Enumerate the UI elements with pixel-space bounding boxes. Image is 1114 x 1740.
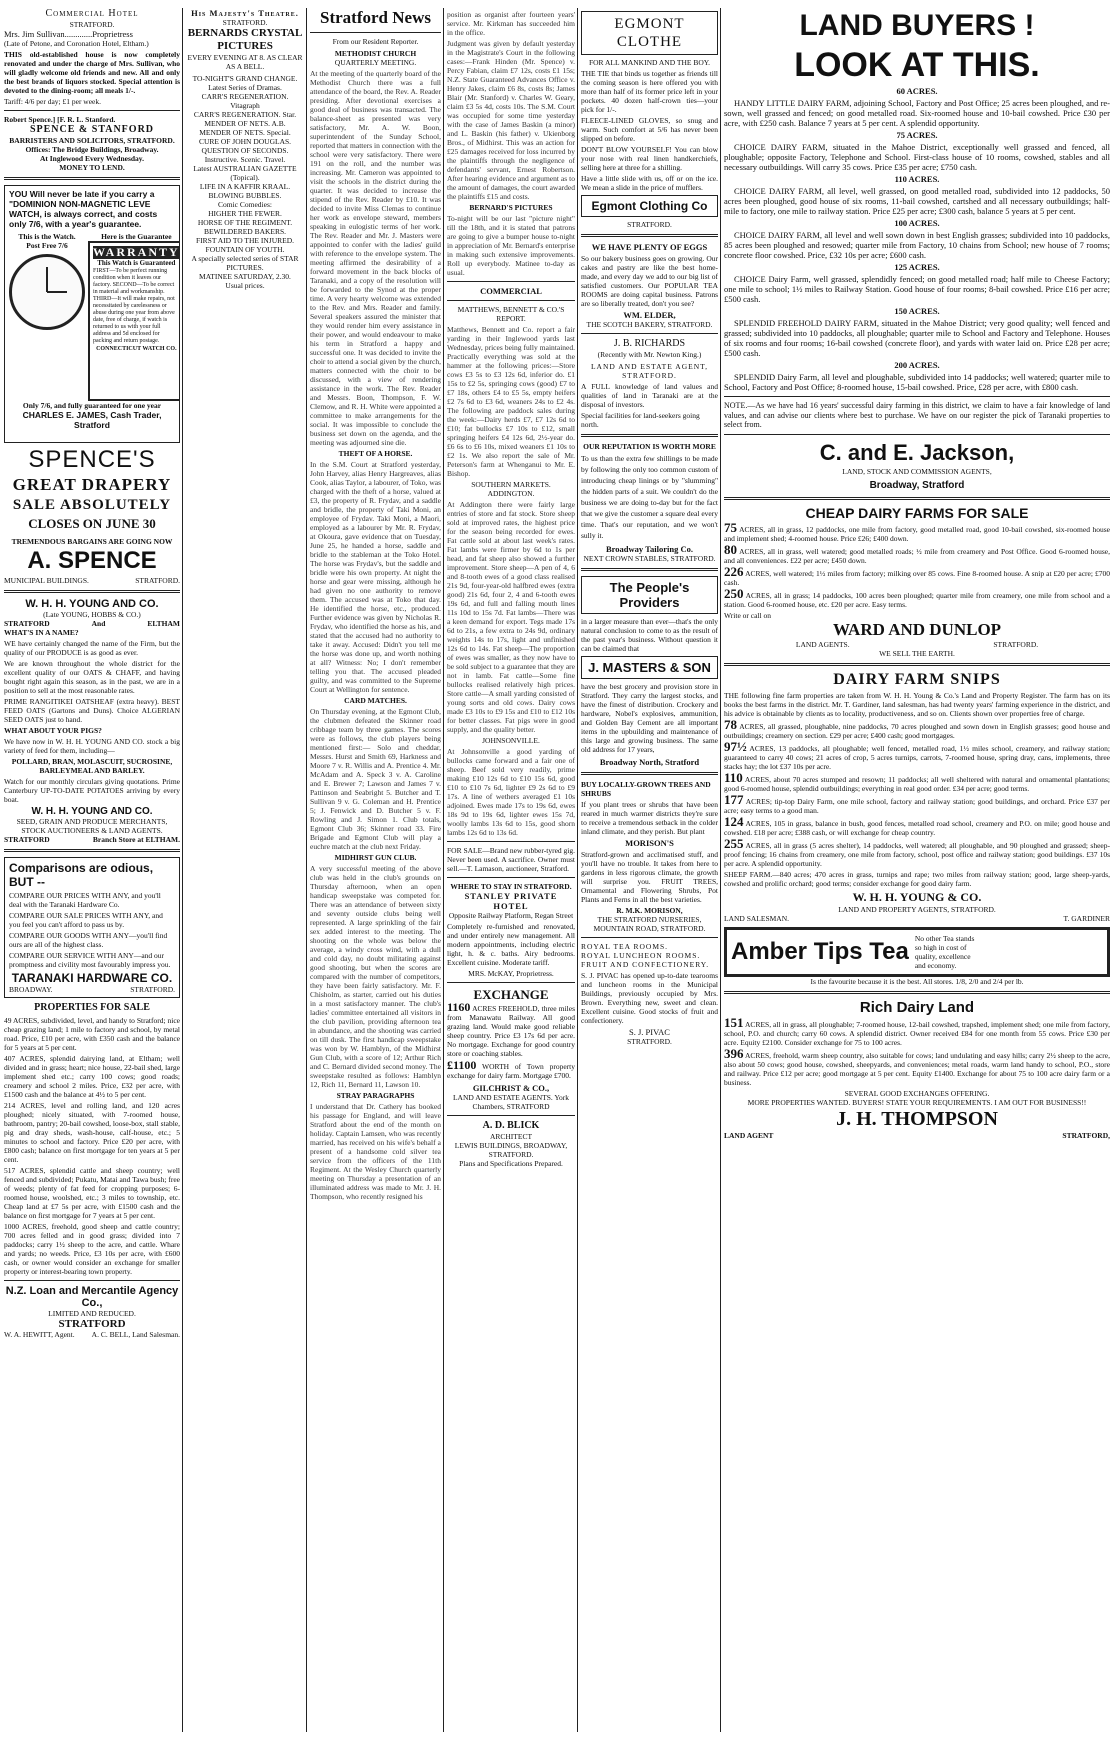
p-court: Judgment was given by default yesterday in the Magistrate's Court in the following cases:—Frank Hinden (Mr. Spence) v. Percy Fabian, claim £7 12s, costs £1 15s; N.Z. State Guaranteed Advances Office v. Henry Jakes, claim £6 8s, costs 8s; James Blair (Mr. Stanford) v. Charles W. Geary, claim £3 5s 4d, costs 10s. The S.M. Court was occupied for some time yesterday with the case of James Baskin (a minor) and L. Baskin (his father) v. Ukienborg Bros., of Midhirst. This was an action for £25 damages received for loss incurred by the plaintiffs through the negligence of defendants' servant, Ernest Robertson. After hearing evidence and argument as to the amount of damages, the court awarded the plaintiffs £15 and costs. (447, 39, 575, 201)
nz-title: N.Z. Loan and Mercantile Agency Co., (5, 1285, 179, 1309)
sale-line-1: SPENCE'S (28, 446, 156, 473)
spence-money: MONEY TO LEND. (59, 163, 125, 172)
snip-item-number: 255 (724, 835, 744, 851)
watch-guarantee: Here is the Guarantee (101, 232, 172, 241)
pivac-body: S. J. PIVAC has opened up-to-date tearooms and luncheon rooms in the Municipal Buildings, previously occupied by Mrs. Brown. Everything new, sweet and clean. Excellent cuisine. Good stocks of fruit and confectionery. (581, 971, 718, 1025)
column-1 (4, 8, 180, 1736)
comp-2: COMPARE OUR SALE PRICES WITH ANY, and you feel you can't afford to pass us by. (9, 911, 163, 929)
land-line-1: LAND BUYERS ! (799, 9, 1035, 42)
trees-title: BUY LOCALLY-GROWN TREES AND SHRUBS (581, 780, 711, 798)
farm-text: CHOICE DAIRY FARM, all level, well grassed, on good metalled road, subdivided into 12 paddocks, 50 acres been ploughed, good house of six rooms, 11-bail cowshed, cartshed and all necessary outbuildings; half-mile to factory, one mile to railway station. Price £25 per acre; £300 cash, balance 5 years at 5 per cent. (724, 186, 1110, 216)
richards-body: A FULL knowledge of land values and qualities of land in Taranaki are at the disposal of investors. (581, 382, 718, 409)
snips-title: DAIRY FARM SNIPS (833, 670, 1001, 688)
prop-list (4, 1016, 180, 1276)
theatre-title: His Majesty's Theatre. (191, 8, 299, 18)
p-johnsonville: At Johnsonville a good yarding of bullocks came forward and a fair one of sheep. Beef sold very readily, prime making £10 12s 6d to £10 15s 6d, good £10 to £10 7s 6d, lighter £9 2s 6d to £9 17s. A line of wethers averaged £1 10s adjoined. Ewes made 17s to 19s 6d, ewes 18s 9d to 19s 6d, lighter ewes 15s 7d, woolly lambs 13s 6d to 15s, good shorn lambs 12s 6d to 13s 6d. (447, 747, 575, 837)
film-item: QUESTION OF SECONDS. (201, 146, 289, 155)
prov-body-2: have the best grocery and provision store in Stratford. They carry the largest stocks, and have the finest of distribution. Crockery and hardware, Nobel's explosives, ammunition, and Golden Bay Cement are all important items in the upbuilding and maintenance of this large and growing business. The same old address for 17 years, (581, 682, 718, 754)
film-item: FIRST AID TO THE INJURED. (196, 236, 294, 245)
nz-town: STRATFORD (58, 1318, 126, 1330)
theatre-evening: EVERY EVENING AT 8. AS CLEAR AS A BELL. (187, 53, 303, 71)
young-late: (Late YOUNG, HOBBS & CO.) (43, 610, 141, 619)
young-foot-left: STRATFORD (4, 835, 50, 844)
spence-names: Robert Spence.] [F. R. L. Stanford. (4, 115, 116, 124)
column-4 (447, 8, 575, 1736)
film-item: Usual prices. (225, 281, 265, 290)
spence-sale-ad (4, 446, 180, 585)
blick-addr: LEWIS BUILDINGS, BROADWAY, STRATFORD. (454, 1141, 568, 1159)
snip-item-text: ACRES, 13 paddocks, all ploughable; well fenced, metalled road, 1½ miles school, creamery, and railway station; guaranteed to carry 40 cows; 21 acres of crop, 5 acres turnips, carrots, 7-roomed house, spring dray, cans, implements, three stacks hay; the lot £37 10s per acre. (724, 743, 1110, 771)
film-item: CARR'S REGENERATION. Star. (193, 110, 297, 119)
snip-item-number: 177 (724, 791, 744, 807)
jackson-addr: Broadway, Stratford (869, 479, 965, 491)
young-eltham: ELTHAM (147, 619, 180, 628)
h-johnsonville: JOHNSONVILLE. (482, 736, 540, 745)
snip-item-text: ACRES; tip-top Dairy Farm, one mile school, factory and railway station; good buildings, and orchard. Price £37 per acre; easy terms to a good man. (724, 796, 1110, 815)
theatre-latest: Latest Series of Dramas. (208, 83, 282, 92)
comp-right: STRATFORD. (130, 985, 175, 994)
hotel-proprietress: Mrs. Jim Sullivan.............Proprietress (4, 29, 133, 39)
young-what: WHAT ABOUT YOUR PIGS? (4, 726, 102, 735)
eggs-name: WM. ELDER, (623, 310, 676, 320)
rich-item (724, 1045, 1110, 1087)
hotel-title: Commercial Hotel (45, 8, 139, 19)
property-item: 214 ACRES, level and rolling land, and 120 acres ploughed; nicely situated, with 7-roomed house, bathroom, pantry; 20-bail cowshed, loose-box, stall stable, pig and dray sheds, wash-house, calf-house, etc.; 5 minutes to school and factory. Price £20 per acre, with £800 cash; balance on first mortgage for ten years at 5 per cent. (4, 1101, 180, 1164)
comp-4: COMPARE OUR SERVICE WITH ANY—and our promptness and civility most favourably impress you. (9, 951, 171, 969)
p-matthews: Matthews, Bennett and Co. report a fair yarding in their Inglewood yards last Wednesday, prices being fully maintained. Practically everything was sold at the hammer at the following prices:—Store cows £3 5s to £3 12s 6d, inferior do. £1 15s to £2 5s, springing cows (good) £7 to £7 18s, others £4 to £5 5s, empty heifers £2 7s 6d to £3 6d, weaners 24s to £2 4s. The following are paddock sales during the week:—Dairy herds £7, £7 12s 6d to £10; fat bullocks £7 10s to £12, small springing heifers £4 12s 6d, 2½-year do. £6 6s to £6 10s, mixed weaners £1 10s to £2 1s. We also report the sale of Mr. Peterson's farm at Whenganui to Mr. E. Bishop. (447, 325, 575, 478)
trees-name: MORISON'S (625, 838, 674, 848)
amber-ad (724, 927, 1110, 977)
amber-title: Amber Tips Tea (731, 937, 909, 965)
young-stratford: STRATFORD (4, 619, 50, 628)
egmont-p2: FLEECE-LINED GLOVES, so snug and warm. Such comfort at 5/6 has never been slipped on before. (581, 116, 718, 143)
rep-addr: NEXT CROWN STABLES, STRATFORD. (583, 554, 716, 563)
rep-body: To us than the extra few shillings to be made by following the only too common custom of introducing cheap linings or by "slumming" the hidden parts of a suit. We couldn't do the business we are doing to-day but for the fact that we give the customer a square deal every time. That's our reputation, and we won't sully it. (581, 454, 718, 540)
farm-heading: 100 ACRES. (894, 218, 940, 228)
sheep-farm: SHEEP FARM.—840 acres; 470 acres in grass, turnips and rape; two miles from railway station; good, large sheep-yards, cowshed and prolific orchard; good terms; consider exchange for good dairy farm. (724, 869, 1110, 888)
p-card: On Thursday evening, at the Egmont Club, the clubmen defeated the Skinner road cribbage team by three games. The scores were as follows, the club players being mentioned first:— Solo and cheddar, Messrs. Hurst and Smith 69, Harkness and Moore 7 v. R. Willis and A. Prentice 4. Mr. McAdam and A. Speck 3 v. A. Caroline and E. Brewer 7; Lawson and James 7 v. Pattinson and Seabright 5. Butcher and T. Sullivan 9 v. G. Coleman and H. Prentice 5; J. Fenwick and D. Butcher 5 v. F. Rowling and J. Simon 1. Club totals, Egmont Club 36; Skinner road 33. Fire Brigade and Egmont Club will play a euchre match at the club next Friday. (310, 707, 441, 851)
exchange-title: EXCHANGE (473, 987, 549, 1002)
snips-intro: THE following fine farm properties are taken from W. H. H. Young & Co.'s Land and Property Register. The farm has on its books the best farms in the district. Mr. T. Gardiner, land salesman, has had twenty years' farming experience in the district, and his advice is obtainable by clients as to locality, productiveness, and so on. Clients shown over properties free of charge. (724, 690, 1110, 718)
film-item: FOUNTAIN OF YOUTH. (205, 245, 285, 254)
stanley-body: Completely re-furnished and renovated, and under entirely new management. All modern appointments, including electric light, h. & c. baths. Airy bedrooms. Excellent cuisine. Moderate tariff. (447, 922, 575, 967)
stanley-prop: MRS. McKAY, Proprietress. (468, 969, 554, 978)
egmont-town: STRATFORD. (627, 220, 672, 229)
trees-body: If you plant trees or shrubs that have been reared in much warmer districts they're sure to receive a tremendous setback in the colder inland climate, and they perish. But plant (581, 800, 718, 836)
gilchrist-role: LAND AND ESTATE AGENTS. York Chambers, STRATFORD (452, 1093, 570, 1111)
eggs-body: So our bakery business goes on growing. Our cakes and pastry are like the best home-made, and every day we add to our big list of satisfied customers. Our POPULAR TEA ROOMS are doing capital business. Patrons are so liberally treated, don't you see? (581, 254, 718, 308)
blick-plans: Plans and Specifications Prepared. (459, 1159, 563, 1168)
thompson-left: LAND AGENT (724, 1130, 774, 1140)
prov-addr: Broadway North, Stratford (599, 757, 700, 767)
film-item: Instructive. Scenic. Travel. (204, 155, 286, 164)
land-line-2: LOOK AT THIS. (794, 46, 1040, 84)
nz-left: W. A. HEWITT, Agent. (4, 1330, 75, 1339)
egmont-name-box (581, 195, 718, 217)
blick-name: A. D. BLICK (482, 1120, 540, 1131)
young-p2: We are known throughout the whole district for the excellent quality of our OATS & CHAFF, and having bought right again this season, as in the past, we are in a position to sell at the most reasonable rates. (4, 659, 180, 695)
h-southern: SOUTHERN MARKETS. (471, 480, 551, 489)
spence-offices: Offices: The Bridge Buildings, Broadway. (25, 145, 159, 154)
watch-headline: YOU Will never be late if you carry a "DOMINION NON-MAGNETIC LEVE WATCH, is always correct, and costs only 7/6, with a year's guarantee. (9, 189, 158, 229)
comp-1: COMPARE OUR PRICES WITH ANY, and you'll deal with the Taranaki Hardware Co. (9, 891, 161, 909)
farm-heading: 110 ACRES. (894, 174, 940, 184)
watch-post: Post Free 7/6 (26, 241, 68, 250)
farm-heading: 60 ACRES. (896, 86, 938, 96)
h-matthews: MATTHEWS, BENNETT & CO.'S REPORT. (457, 305, 565, 323)
amber-side: No other Tea stands so high in cost of quality, excellence and economy. (914, 933, 975, 970)
rich-item-number: 151 (724, 1014, 744, 1030)
warranty-text: FIRST—To be perfect running condition when it leaves our factory. SECOND—To be correct in material and workmanship. THIRD—It will make repairs, not necessitated by carelessness or abuse during one year from above date, free of charge, if watch is returned to us with your full address and 5d enclosed for packing and return postage. (93, 268, 175, 344)
p-theft: In the S.M. Court at Stratford yesterday, John Harvey, alias Henry Hargreaves, alias Cook, alias Taylor, a labourer, of Toko, was charged with the theft of a horse, valued at £3, the property of R. Frydav, and a saddle and bridle, the property of Taki Moni, an employee of Frydav. Taki Moni, a Maori, employed as a labourer by Mr. R. Frydav, at Okoura, gave evidence that on Tuesday, June 25, he handed a horse, saddle and bridle to the stableman at the Toko Hotel. The horse was Frydav's, but the saddle and bridle were his own property. At night the horse and gear were missing, although he had given no one authority to remove them. The accused was at Toko that day. He identified the horse, etc., produced. Further evidence was given by Nicholas R. Frydav, who identified the horse as his, and stated that the accused had no authority to take it away. Accused: Didn't you tell me the horse was done up, and worth nothing at all? Witness: No; I don't remember telling you that. The accused pleaded guilty, and was committed to the Supreme Court at Wellington for sentence. (310, 460, 441, 694)
column-5 (581, 8, 718, 1736)
snips-list (724, 716, 1110, 868)
egmont-p3: DON'T BLOW YOURSELF! You can blow your nose with real linen handkerchiefs, selling here at three for a shilling. (581, 145, 718, 172)
h-addington: ADDINGTON. (487, 489, 535, 498)
cheap-list (724, 519, 1110, 609)
column-rule (182, 8, 183, 1732)
sale-right: STRATFORD. (135, 576, 180, 585)
film-item: LIFE IN A KAFFIR KRAAL. (199, 182, 291, 191)
egmont-title-box (581, 11, 718, 55)
watch-image (9, 254, 85, 330)
film-item: CURE OF JOHN DOUGLAS. (198, 137, 292, 146)
snips-left: LAND SALESMAN. (724, 913, 790, 923)
rich-list (724, 1014, 1110, 1087)
trees-owner: R. M.K. MORISON, (616, 906, 683, 915)
property-item: 517 ACRES, splendid cattle and sheep country; well fenced and subdivided; Pukatu, Matai and Tawa bush; free of weeds; plenty of fat feed for cropping purposes; 6-roomed house, woolshed, etc.; 3 miles to township, etc. Cheap land at £7 5s per acre, with £1500 cash and the balance on first mortgage for 7 years at 5 per cent. (4, 1166, 180, 1220)
snip-item (724, 769, 1110, 793)
p-methodist: At the meeting of the quarterly board of the Methodist Church there was a full attendance of the board, the Rev. A. Reader presiding. After devotional exercises a good deal of business was transacted. The balance-sheet as presented was very satisfactory, Mr. A. W. Boon, superintendent of the Sunday School, reported that matters in connection with the school were very satisfactory. There were 191 on the roll, and the number was increasing. Mr. Cameron was appointed to visit the schools in the district during the quarter. It was decided to increase the stipend of the Rev. Reader by £10. It was decided to invite Miss Clemas to continue her work as envelope steward, members speaking in eulogistic terms of her work. The Rev. Reader and Mr. J. Masters were appointed to confer with the ladies' guild with reference to the envelope system. The meeting affirmed the desirability of a forward movement in the back blocks of Taranaki, and a copy of the resolution will be forwarded to the Synod at the proper time. A very hearty welcome was extended to the Rev. and Mrs. Reader and family. Several speakers assured the minister that they would render him every assistance in their power, and would endeavour to make his term in Stratford a happy and successful one. It was decided to invite the choir to attend a social given by the church, matters connected with the choir to be discussed, with a view of rendering assistance in the work. The Rev. Reader and Messrs. Boon, Thompson, F. W. Clemow, and R. H. White were appointed a committee to make arrangements for the social. It was impossible to conclude the business set down on the agenda, and the meeting was adjourned sine die. (310, 69, 441, 447)
land-note: NOTE.—As we have had 16 years' successful dairy farming in this district, we claim to have a fair knowledge of land values, and can advise our clients where best to purchase. We have on our register the pick of Taranaki properties to select from. (724, 401, 1110, 429)
column-2 (186, 8, 304, 1736)
cheap-title: CHEAP DAIRY FARMS FOR SALE (805, 504, 1029, 521)
farm-text: SPLENDID Dairy Farm, all level and ploughable, subdivided into 14 paddocks; well watered; quarter mile to School, Factory and Post Office; 8-roomed house, 15-bail cowshed. Price, £28 per acre, with £800 cash. (724, 372, 1110, 392)
farm-text: HANDY LITTLE DAIRY FARM, adjoining School, Factory and Post Office; 25 acres been ploughed, and re-sown, well grassed and fenced; on good metalled road. Six-roomed house and 10-bail cowshed. Price £30 per acre, with £250 cash. Balance 7 years at 5 per cent. A splendid opportunity. (724, 98, 1110, 128)
rich-item (724, 1014, 1110, 1047)
jackson-name: C. and E. Jackson, (819, 439, 1015, 465)
eggs-addr: THE SCOTCH BAKERY, STRATFORD. (586, 320, 713, 329)
cheap-item (724, 563, 1110, 587)
p-intro: position as organist after fourteen years' service. Mr. Kirkman has succeeded him in the office. (447, 10, 575, 37)
cheap-item (724, 541, 1110, 565)
snip-item-text: ACRES, all in grass (5 acres shelter), 14 paddocks, well watered; all ploughable, and 90 ploughed and grassed; sheep-proof fencing; 16 chains from creamery, one mile from factory, school, post office and railway station; good buildings. £37 10s per acre. A splendid opportunity. (724, 840, 1110, 868)
property-item: 49 ACRES, subdivided, level, and handy to Stratford; nice cheap grazing land; 1 mile to factory and school, by metal road. Price, £10 per acre, with £350 cash and the balance for 5 years at 5 per cent. (4, 1016, 180, 1052)
cheap-item-number: 226 (724, 563, 744, 579)
rep-name: Broadway Tailoring Co. (606, 544, 693, 554)
young-title: W. H. H. YOUNG AND CO. (25, 598, 159, 610)
stanley-loc: Opposite Railway Platform, Regan Street (448, 911, 574, 920)
film-list (186, 92, 304, 290)
young-foot-right: Branch Store at ELTHAM. (92, 835, 180, 844)
cheap-item (724, 585, 1110, 609)
hotel-body: THIS old-established house is now completely renovated and under the charge of Mrs. Sullivan, who will gladly welcome old friends and new. All and only the best brands of liquors stocked. Special attention is devoted to the dining-room; all meals 1/-. (4, 50, 180, 95)
egmont-p1: THE TIE that binds us together as friends till the coming season is here offered you with more than half of its former price left in your pockets. 40 dozen half-crown ties—your pick for 1/-. (581, 69, 718, 114)
snip-item (724, 791, 1110, 815)
rich-title: Rich Dairy Land (859, 998, 975, 1016)
richards-role: LAND AND ESTATE AGENT, STRATFORD. (590, 362, 709, 380)
eggs-title: WE HAVE PLENTY OF EGGS (591, 242, 708, 252)
film-item: MATINEE SATURDAY, 2.30. (199, 272, 291, 281)
hotel-tariff: Tariff: 4/6 per day; £1 per week. (4, 97, 102, 106)
sale-line-3: SALE ABSOLUTELY (12, 497, 172, 513)
young-p3: PRIME RANGITIKEI OATSHEAF (extra heavy). BEST FEED OATS (Gartons and Duns). Choice ALGERIAN SEED OATS just to hand. (4, 697, 180, 724)
exchange-1100: WORTH of Town property exchange for dairy farm. Mortgage £700. (447, 1062, 575, 1080)
film-item: HORSE OF THE REGIMENT. (197, 218, 293, 227)
trees-body-2: Stratford-grown and acclimatised stuff, and you'll have no trouble. It takes from here to gardens in less rigorous climate, the growth will surprise you. FRUIT TREES, Ornamental and Flowering Shrubs, Pot Plants and Ferns in all the best varieties. (581, 850, 718, 904)
snips-right: T. GARDINER (1063, 913, 1110, 923)
comp-title: Comparisons are odious, BUT -- (9, 861, 154, 889)
column-rule (577, 8, 578, 1732)
richards-special: Special facilities for land-seekers going north. (581, 411, 700, 429)
young-ad (4, 598, 180, 844)
ward-left: LAND AGENTS. (795, 639, 850, 649)
egmont-sub: FOR ALL MANKIND AND THE BOY. (588, 58, 711, 67)
snip-item-number: 124 (724, 813, 744, 829)
film-item: BLOWING BUBBLES. (208, 191, 282, 200)
film-item: Comic Comedies: (218, 200, 272, 209)
snips-firm-role: LAND AND PROPERTY AGENTS, STRATFORD. (838, 904, 996, 914)
snip-item (724, 835, 1110, 868)
exchange-1160: ACRES FREEHOLD, three miles from Manawatu Railway. All good grazing land. Would make good reliable sheep country. Price £3 17s 6d per acre. No mortgage. Exchange for good country store or coaching stables. (447, 1004, 575, 1058)
stanley-title: STANLEY PRIVATE HOTEL (464, 891, 558, 911)
cheap-item (724, 519, 1110, 543)
richards-late: (Recently with Mr. Newton King.) (597, 350, 702, 359)
snip-item (724, 738, 1110, 771)
hotel-late: (Late of Petone, and Coronation Hotel, Eltham.) (4, 39, 149, 48)
sale-tremendous: TREMENDOUS BARGAINS ARE GOING NOW (11, 537, 173, 546)
thompson-name: J. H. THOMPSON (836, 1107, 998, 1130)
farm-text: SPLENDID FREEHOLD DAIRY FARM, situated in the Mahoe District; very good quality; well fenced and grassed; subdivided into 10 paddocks, all ploughable; quarter mile to School and Factory and Telephone. Houses of six rooms and four rooms; 16-bail cowshed (concrete floor), and yards with water laid on. Price £28 per acre; £500 cash. (724, 318, 1110, 358)
ward-tag: WE SELL THE EARTH. (879, 648, 955, 658)
film-item: CARR'S REGENERATION. Vitagraph (201, 92, 289, 110)
news-from: From our Resident Reporter. (332, 37, 419, 46)
amber-foot: Is the favourite because it is the best. All stores. 1/8, 2/0 and 2/4 per lb. (810, 976, 1024, 986)
snip-item (724, 813, 1110, 837)
h-theft: THEFT OF A HORSE. (338, 449, 413, 458)
farm-heading: 125 ACRES. (894, 262, 940, 272)
column-rule (720, 8, 721, 1732)
prov-title: The People's Providers (609, 580, 690, 610)
for-sale: FOR SALE—Brand new rubber-tyred gig. Never been used. A sacrifice. Owner must sell.—T. Lamason, auctioneer, Stratford. (447, 846, 575, 873)
richards-name: J. B. RICHARDS (613, 338, 686, 349)
prov-name-box (581, 656, 718, 679)
snip-item-text: ACRES, about 70 acres stumped and resown; 11 paddocks; all well sheltered with natural and ornamental plantations; good 6-roomed house, splendid outbuildings; everything in real good order. £34 per acre; good terms. (724, 774, 1110, 793)
comp-name: TARANAKI HARDWARE CO. (11, 971, 173, 985)
blick-role: ARCHITECT (489, 1132, 533, 1141)
h-gun: MIDHIRST GUN CLUB. (334, 853, 417, 862)
sale-line-4: CLOSES ON JUNE 30 (28, 516, 156, 531)
young-p5: Watch for our monthly circulars giving quotations. Prime Canterbury UP-TO-DATE POTATOES arriving by every boat. (4, 777, 180, 804)
h-quarterly: QUARTERLY MEETING. (334, 58, 417, 67)
p-addington: At Addington there were fairly large entries of store and fat stock. Store sheep sold at improved rates, the highest price for the season being recorded for ewes. Fat cattle sold at about last week's rates. Fat lambs were firmer by 6d to 1s per head, and fat sheep also showed a further improvement. Store sheep—A pen of 4, 6 and 8-tooth ewes of a good class realised 21s 9d, four-year-old halfbred ewes (extra good) 21s 6d, four 2, 4 and 6-tooth ewes 19s 6d, and full and falling mouth lines 11s 10d to 15s 7d. Fat lambs—There was a keen demand for export. Tegs made 17s 6d to 21s, a few extra to 24s 9d, ordinary weights 14s to 17s, light and unfinished 12s 6d to 14s. Fat sheep—The proportion of ewes was smaller, as they now have to be sold subject to a guarantee that they are not in lamb. Fat cattle—Some fine bullocks realised relatively high prices. Store cattle—A small yarding consisted of young sorts and old cows. Dairy cows made £3 10s to £9 15s and £10 to £12 10s for better classes. Fat pigs were in good supply, and the quality better. (447, 500, 575, 734)
young-whats: WHAT'S IN A NAME? (4, 628, 79, 637)
snip-item-text: ACRES, 105 in grass, balance in bush, good fences, metalled road school, creamery and P.O. on mile; good house and cowshed. £18 per acre; £388 cash, or will exchange for cheap country. (724, 818, 1110, 837)
spence-role: BARRISTERS AND SOLICITORS, STRATFORD. (9, 136, 175, 145)
warranty-maker: CONNECTICUT WATCH CO. (96, 346, 177, 352)
p-stray: I understand that Dr. Cathery has booked his passage for England, and will leave Stratford about the end of the month on holiday. Captain Lamsen, who was recently married, has received on his wife's behalf a present of a handsome cold silver tea service from the officers of the 11th Regiment. At the Wesley Church quarterly meeting on Thursday a presentation of an illuminated address was made to Mr. J. H. Thompson, who recently resigned his (310, 1102, 441, 1201)
ward-name: WARD AND DUNLOP (832, 619, 1002, 639)
watch-ad (4, 185, 180, 443)
pivac-line-1: ROYAL TEA ROOMS. (581, 942, 669, 951)
egmont-title: EGMONT CLOTHE (614, 16, 685, 50)
rich-more: MORE PROPERTIES WANTED. BUYERS! STATE YOUR REQUIREMENTS. I AM OUT FOR BUSINESS!! (747, 1097, 1087, 1107)
sale-line-2: GREAT DRAPERY (12, 475, 172, 494)
ward-right: STRATFORD. (993, 639, 1039, 649)
sale-name: A. SPENCE (27, 547, 157, 574)
jackson-role: LAND, STOCK AND COMMISSION AGENTS, (842, 466, 992, 476)
watch-footer: Only 7/6, and fully guaranteed for one year (22, 401, 162, 410)
spence-inglewood: At Inglewood Every Wednesday. (39, 154, 145, 163)
snips-firm: W. H. H. YOUNG & CO. (852, 889, 982, 904)
cheap-item-text: ACRES, all in grass; 14 paddocks, 100 acres been ploughed; quarter mile from creamery, one mile from school and a station. Good 6-roomed house, etc. £20 per acre. Easy terms. (724, 590, 1110, 609)
comp-3: COMPARE OUR GOODS WITH ANY—you'll find ours are all of the highest class. (9, 931, 168, 949)
young-seed: SEED, GRAIN AND PRODUCE MERCHANTS, STOCK AUCTIONEERS & LAND AGENTS. (16, 817, 168, 835)
farm-text: CHOICE DAIRY FARM, all level and well sown down in best English grasses; subdivided into 10 paddocks, 85 acres been ploughed and resowed; quarter mile from Factory, 10 chains from School; new house of 7 rooms; concrete floor cowshed. Price, £32 10s per acre; £600 cash. (724, 230, 1110, 260)
farm-heading: 150 ACRES. (894, 306, 940, 316)
prop-title: PROPERTIES FOR SALE (34, 1002, 150, 1013)
young-p4: We have now in W. H. H. YOUNG AND CO. stock a big variety of feed for them, including— (4, 737, 180, 755)
young-and: And (91, 619, 106, 628)
snip-item-number: 110 (724, 769, 743, 785)
exchange-n1: 1160 (447, 1000, 471, 1014)
cheap-item-number: 250 (724, 585, 744, 601)
cheap-item-number: 80 (724, 541, 737, 557)
film-item: MENDER OF NETS. A.B. (204, 119, 286, 128)
h-commercial: COMMERCIAL (480, 286, 542, 296)
farm-heading: 75 ACRES. (896, 130, 938, 140)
young-feeds: POLLARD, BRAN, MOLASCUIT, SUCROSINE, BARLEYMEAL AND BARLEY. (11, 757, 173, 775)
prov-name: J. MASTERS & SON (588, 660, 711, 675)
prov-title-box (581, 576, 718, 614)
news-masthead: Stratford News (320, 8, 431, 27)
property-item: 1000 ACRES, freehold, good sheep and cattle country; 700 acres felled and in good grass; divided into 7 paddocks; carry 1½ sheep to the acre, and cattle. Whare and yards; no weeds. Price, £3 10s per acre, with £600 cash, or owner would consider an exchange for smaller property or interest-bearing town property. (4, 1222, 180, 1276)
trees-addr: THE STRATFORD NURSERIES, MOUNTAIN ROAD, STRATFORD. (593, 915, 706, 933)
film-item: A specially selected series of STAR PICTURES. (191, 254, 299, 272)
column-rule (306, 8, 307, 1732)
snip-item-number: 97½ (724, 738, 747, 754)
thompson-right: STRATFORD, (1062, 1130, 1110, 1140)
theatre-tonight: TO-NIGHT'S GRAND CHANGE. (192, 74, 298, 83)
bernards-title: BERNARDS CRYSTAL PICTURES (187, 27, 303, 52)
film-item: Latest AUSTRALIAN GAZETTE (Topical). (193, 164, 297, 182)
sale-left: MUNICIPAL BUILDINGS. (4, 576, 89, 585)
farm-heading: 200 ACRES. (894, 360, 940, 370)
film-item: BEWILDERED BAKERS. (203, 227, 287, 236)
exchange-n2: £1100 (447, 1058, 477, 1072)
h-card: CARD MATCHES. (344, 696, 407, 705)
cheap-item-number: 75 (724, 519, 737, 535)
where-title: WHERE TO STAY IN STRATFORD. (450, 882, 572, 891)
h-bernard: BERNARD'S PICTURES (469, 203, 553, 212)
rich-item-text: ACRES, freehold, warm sheep country, also suitable for cows; land undulating and easy hills; carry 2½ sheep to the acre, also about 50 cows; good house, cowshed, sheepyards, and conveniences; metal roads, warm land handy to school, P.O., store and railway. Price £12 per acre; good mortgage at 5 per cent. Equity £1400. Exchange for about 75 to 100 acre dairy farm or a business. (724, 1050, 1110, 1087)
p-bernard: To-night will be our last "picture night" till the 18th, and it is stated that patrons are going to give a bumper house to-night in appreciation of Mr. Bernard's enterprise in making such extensive improvements. Roll up everybody. Matinee to-day as usual. (447, 214, 575, 277)
farm-text: CHOICE Dairy Farm, well grassed, splendidly fenced; on good metalled road; half mile to Cheese Factory; one mile to school; 1½ miles to Railway Station. Good house of four rooms; 8-bail cowshed. Price £16 per acre; £500 cash. (724, 274, 1110, 304)
young-title-2: W. H. H. YOUNG AND CO. (31, 806, 153, 817)
cheap-write: Write or call on (724, 610, 771, 620)
cheap-item-text: ACRES, well watered; 1½ miles from factory; milking over 85 cows. Fine 8-roomed house. A snip at £20 per acre; £700 cash. (724, 568, 1110, 587)
farm-list (724, 86, 1110, 392)
nz-limited: LIMITED AND REDUCED. (48, 1309, 136, 1318)
film-item: HIGHER THE FEWER. (208, 209, 282, 218)
watch-this: This is the Watch. (18, 232, 76, 241)
warranty-certificate (88, 241, 180, 401)
h-methodist: METHODIST CHURCH (334, 49, 417, 58)
column-6 (724, 8, 1110, 1736)
cheap-item-text: ACRES, all in grass, well watered; good metalled roads; ½ mile from creamery and Post Office. Good 6-roomed house, and all conveniences. £22 per acre; £450 down. (724, 546, 1110, 565)
egmont-name: Egmont Clothing Co (591, 199, 708, 213)
cheap-item-text: ACRES, all in grass, 12 paddocks, one mile from factory, good metalled road, good 10-bail cowshed, six-roomed house and implement shed; 4-roomed house. Price £26; £400 down. (724, 524, 1110, 543)
p-gun: A very successful meeting of the above club was held in the club's grounds on Thursday afternoon, when an open handicap sweepstake was competed for. There was an attendance of between sixty and seventy outside clubs being well represented. A large sprinkling of the fair sex added interest to the meeting. The shooting on the whole was below the average, a windy cross wind, with a dull and cold day, no doubt militating against good shooting, but when the scores are compared with the number of competitors, they have been fairly satisfactory. Mr. F. Chisholm, as starter, carried out his duties in a most satisfactory manner. The club's ladies' committee entertained all visitors in the club pavilion, providing afternoon tea in abundance, and the shooting was carried on till dusk. The first handicap sweepstake was won by W. Hamblyn, of the Midhirst Gun Club, with a score of 12; Arthur Rich and C. Bernard divided second money. The sweepstake resulted as follows: Hamblyn 12, Rich 11, Bernard 11, Lawson 10. (310, 864, 441, 1089)
theatre-town: STRATFORD. (222, 18, 268, 27)
prov-body: in a larger measure than ever—that's the only natural conclusion to come to as the result of the past year's business. Without question it can be claimed that (581, 617, 718, 653)
rich-item-number: 396 (724, 1045, 744, 1061)
egmont-p4: Have a little slide with us, off or on the ice. We mean a slide in the price of mufflers. (581, 174, 718, 192)
rich-item-text: ACRES, all in grass, all ploughable; 7-roomed house, 12-bail cowshed, trapshed, implement shed; one mile from factory, school, P.O. and church; carry 60 cows. A splendid district. Owner received £84 for one month from 55 cows. Price £30 per acre. Equity £2100. Consider exchange for 75 to 100 acres. (724, 1019, 1110, 1047)
snip-item-number: 78 (724, 716, 737, 732)
farm-text: CHOICE DAIRY FARM, situated in the Mahoe District, exceptionally well grassed and fenced, all ploughable; opposite Factory, Telephone and School. First-class house of 10 rooms, cowshed, stables and all necessary outbuildings. Will carry 35 cows. Price £35 per acre; £750 cash. (724, 142, 1110, 172)
property-item: 407 ACRES, splendid dairying land, at Eltham; well divided and in grass; heart; nice house, 22-bail shed, large implement shed etc.; carry 100 cows; good roads; creamery and school 2 miles. Price, £32 per acre, with £1500 cash and the balance at 4½ to 5 per cent. (4, 1054, 180, 1099)
column-rule (443, 8, 444, 1732)
watch-seller: CHARLES E. JAMES, Cash Trader, Stratford (22, 410, 162, 430)
pivac-line-3: FRUIT AND CONFECTIONERY. (581, 960, 710, 969)
gilchrist-name: GILCHRIST & CO., (472, 1083, 550, 1093)
comparisons-ad (4, 857, 180, 998)
h-stray: STRAY PARAGRAPHS (336, 1091, 415, 1100)
pivac-name: S. J. PIVAC (629, 1027, 670, 1037)
snip-item (724, 716, 1110, 740)
pivac-line-2: ROYAL LUNCHEON ROOMS. (581, 951, 701, 960)
nz-right: A. C. BELL, Land Salesman. (91, 1330, 180, 1339)
column-3 (310, 8, 441, 1736)
warranty-guaranteed: This Watch is Guaranteed (97, 259, 176, 267)
warranty-title: WARRANTY (93, 245, 180, 259)
rep-title: OUR REPUTATION IS WORTH MORE (583, 442, 716, 451)
pivac-town: STRATFORD. (627, 1037, 672, 1046)
hotel-town: STRATFORD. (69, 20, 115, 29)
comp-left: BROADWAY. (9, 985, 53, 994)
young-p1: WE have certainly changed the name of the Firm, but the quality of our PRODUCE is as good as ever. (4, 639, 180, 657)
rich-exchange: SEVERAL GOOD EXCHANGES OFFERING. (844, 1088, 990, 1098)
film-item: MENDER OF NETS. Special. (199, 128, 291, 137)
spence-firm: SPENCE & STANFORD (29, 124, 155, 135)
snip-item-text: ACRES, all grassed, ploughable, nine paddocks, 70 acres ploughed and sown down in English grasses; good house and outbuildings; creamery on section. £29 per acre; £400 cash; good mortgages. (724, 721, 1110, 740)
